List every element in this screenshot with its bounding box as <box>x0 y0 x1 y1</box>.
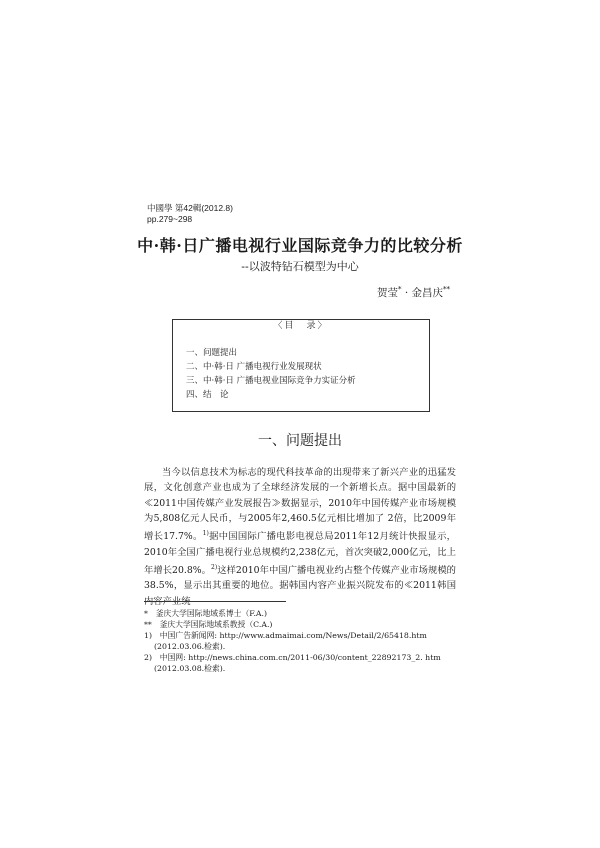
paper-subtitle: --以波特钻石模型为中心 <box>241 260 359 273</box>
footnote-continuation: (2012.03.08.检索). <box>154 664 226 673</box>
toc-item: 三、中·韩·日 广播电视业国际竞争力实证分析 <box>186 376 356 386</box>
footnote: 1) 中国广告新闻网: http://www.admaimai.com/News/Detail/2/65418.htm <box>144 631 427 640</box>
author-2: 金昌庆 <box>411 287 443 299</box>
paper-title: 中·韩·日广播电视行业国际竞争力的比较分析 <box>137 236 463 255</box>
body-sentence-3: 这样2010年中国广播电视业约占整个传媒产业市场规模的38.5%，显示出其重要的地位。据韩国内容产业振兴院发布的≪2011韩国内容产业统 <box>144 564 456 607</box>
footnotes <box>144 608 441 674</box>
footnote: ** 釜庆大学国际地域系教授（C.A.) <box>144 620 273 629</box>
toc-heading-wrap <box>173 313 429 332</box>
journal-name: 中國學 第42輯(2012.8) <box>147 203 233 213</box>
body-text <box>144 465 456 609</box>
footnote-ref-1: 1) <box>202 530 209 538</box>
body-sentence-1: 当今以信息技术为标志的现代科技革命的出现带来了新兴产业的迅猛发展，文化创意产业也成为了全球经济发展的一个新增长点。据中国最新的≪2011中国传媒产业发展报告≫数据显示，2010年中国传媒产业市场规模为5,808亿元人民币，与2005年2,460.5亿元相比增加了 2倍，比2009年增长17.7%。 <box>144 467 456 543</box>
footnote-ref-2: 2) <box>211 563 218 571</box>
footnote: * 釜庆大学国际地域系博士（F.A.) <box>144 609 268 618</box>
footnote: 2) 中国网: http://news.china.com.cn/2011-06/30/content_22892173_2. htm <box>144 653 441 662</box>
footnote-continuation: (2012.03.06.检索). <box>154 642 226 651</box>
author-separator: · <box>401 287 412 299</box>
toc-heading: 〈目 录〉 <box>267 321 334 331</box>
toc-list <box>186 346 356 402</box>
toc-item: 一、问题提出 <box>186 348 238 358</box>
body-sentence-2: 据中国国际广播电影电视总局2011年12月统计快报显示，2010年全国广播电视行业总规模约2,238亿元，首次突破2,000亿元，比上年增长20.8%。 <box>144 531 456 576</box>
toc-item: 二、中·韩·日 广播电视行业发展现状 <box>186 362 322 372</box>
toc-item: 四、结 论 <box>186 390 229 400</box>
table-of-contents <box>172 319 430 412</box>
footnote-divider <box>144 601 286 602</box>
author-1: 贺莹 <box>376 287 398 299</box>
journal-info <box>147 203 233 225</box>
authors <box>377 285 450 300</box>
section-heading: 一、问题提出 <box>258 433 342 449</box>
body-paragraph <box>144 465 456 609</box>
journal-pages: pp.279~298 <box>147 214 193 224</box>
author-2-mark: ** <box>443 285 450 294</box>
author-1-mark: * <box>397 285 402 294</box>
